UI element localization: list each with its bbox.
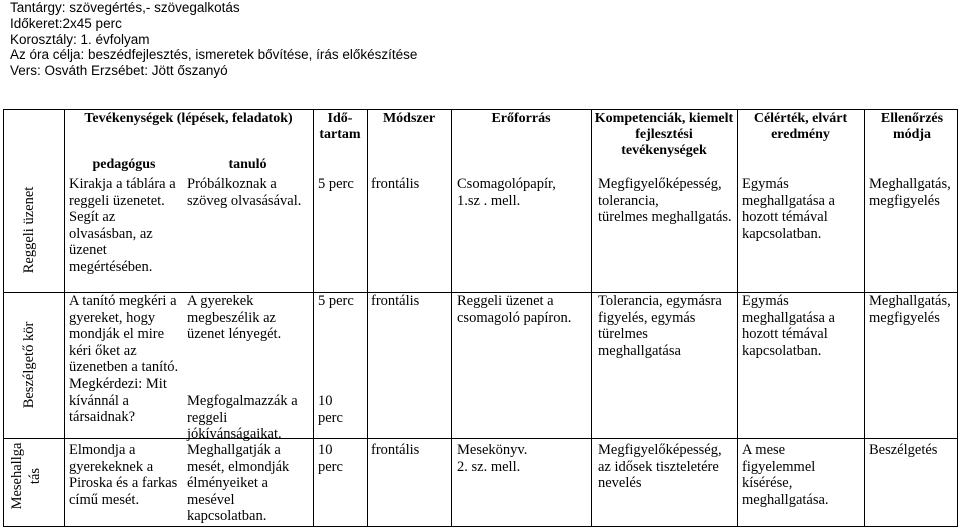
competence-value: Tolerancia, egymásra figyelés, egymás türelmes meghallgatása (598, 293, 722, 359)
age-group-line: Korosztály: 1. évfolyam (10, 31, 150, 47)
time-value: 10 perc (318, 393, 343, 426)
resource-value: Csomagolópapír, 1.sz . mell. (457, 176, 556, 209)
header-time: Idő- tartam (319, 111, 361, 142)
grid-line (864, 110, 865, 526)
student-activity: Megfogalmazzák a reggeli jókívánságaikat. (187, 393, 298, 443)
teacher-activity: Elmondja a gyerekeknek a Piroska és a farkas című mesét. (69, 442, 178, 508)
method-value: frontális (371, 293, 420, 309)
header-goal: Célérték, elvárt eredmény (753, 111, 848, 142)
grid-line (591, 110, 592, 526)
poem-line: Vers: Osváth Erzsébet: Jött őszanyó (10, 63, 228, 79)
resource-value: Reggeli üzenet a csomagoló papíron. (457, 293, 572, 326)
grid-line (737, 110, 738, 526)
check-value: Meghallgatás, megfigyelés (869, 293, 951, 326)
method-value: frontális (371, 442, 420, 458)
teacher-activity: A tanító megkéri a gyereket, hogy mondják el mire kéri őket az üzenetben a tanító. Megkérdezi: Mit kívánnál a társaidnak? (69, 293, 179, 426)
phase-label: Reggeli üzenet (21, 186, 37, 274)
time-value: 5 perc (318, 293, 354, 309)
goal-value: Egymás meghallgatása a hozott témával kapcsolatban. (742, 293, 835, 359)
student-activity: Meghallgatják a mesét, elmondják élményeiket a mesével kapcsolatban. (187, 442, 290, 525)
lesson-plan-table (3, 109, 958, 527)
goal-value: Egymás meghallgatása a hozott témával kapcsolatban. (742, 176, 835, 242)
subheader-teacher: pedagógus (92, 157, 156, 172)
time-value: 5 perc (318, 176, 354, 192)
student-activity: A gyerekek megbeszélik az üzenet lényegét. (187, 293, 282, 343)
header-method: Módszer (382, 111, 436, 126)
time-value: 10 perc (318, 442, 343, 475)
phase-label: Mesehallga tás (9, 442, 43, 510)
header-resource: Erőforrás (491, 111, 551, 126)
check-value: Meghallgatás, megfigyelés (869, 176, 951, 209)
phase-label: Beszélgető kör (21, 321, 37, 409)
header-competence: Kompetenciák, kiemelt fejlesztési tevékenységek (594, 111, 734, 158)
header-check: Ellenőrzés módja (880, 111, 944, 142)
method-value: frontális (371, 176, 420, 192)
grid-line (4, 438, 957, 439)
resource-value: Mesekönyv. 2. sz. mell. (457, 442, 528, 475)
grid-line (313, 110, 314, 526)
subheader-student: tanuló (228, 157, 267, 172)
competence-value: Megfigyelőképesség, tolerancia, türelmes meghallgatás. (598, 176, 732, 226)
header-activities: Tevékenységek (lépések, feladatok) (84, 111, 293, 126)
check-value: Beszélgetés (869, 442, 938, 458)
document-header (10, 0, 417, 79)
goal-value: A mese figyelemmel kísérése, meghallgatása. (742, 442, 829, 508)
teacher-activity: Kirakja a táblára a reggeli üzenetet. Segít az olvasásban, az üzenet megértésében. (69, 176, 176, 275)
subject-line: Tantárgy: szövegértés,- szövegalkotás (10, 0, 240, 15)
grid-line (64, 110, 65, 526)
grid-line (367, 110, 368, 526)
student-activity: Próbálkoznak a szöveg olvasásával. (187, 176, 302, 209)
grid-line (451, 110, 452, 526)
timeframe-line: Időkeret:2x45 perc (10, 15, 122, 31)
lesson-goal-line: Az óra célja: beszédfejlesztés, ismeretek bővítése, írás előkészítése (10, 47, 418, 63)
competence-value: Megfigyelőképesség, az idősek tiszteletére nevelés (598, 442, 722, 492)
